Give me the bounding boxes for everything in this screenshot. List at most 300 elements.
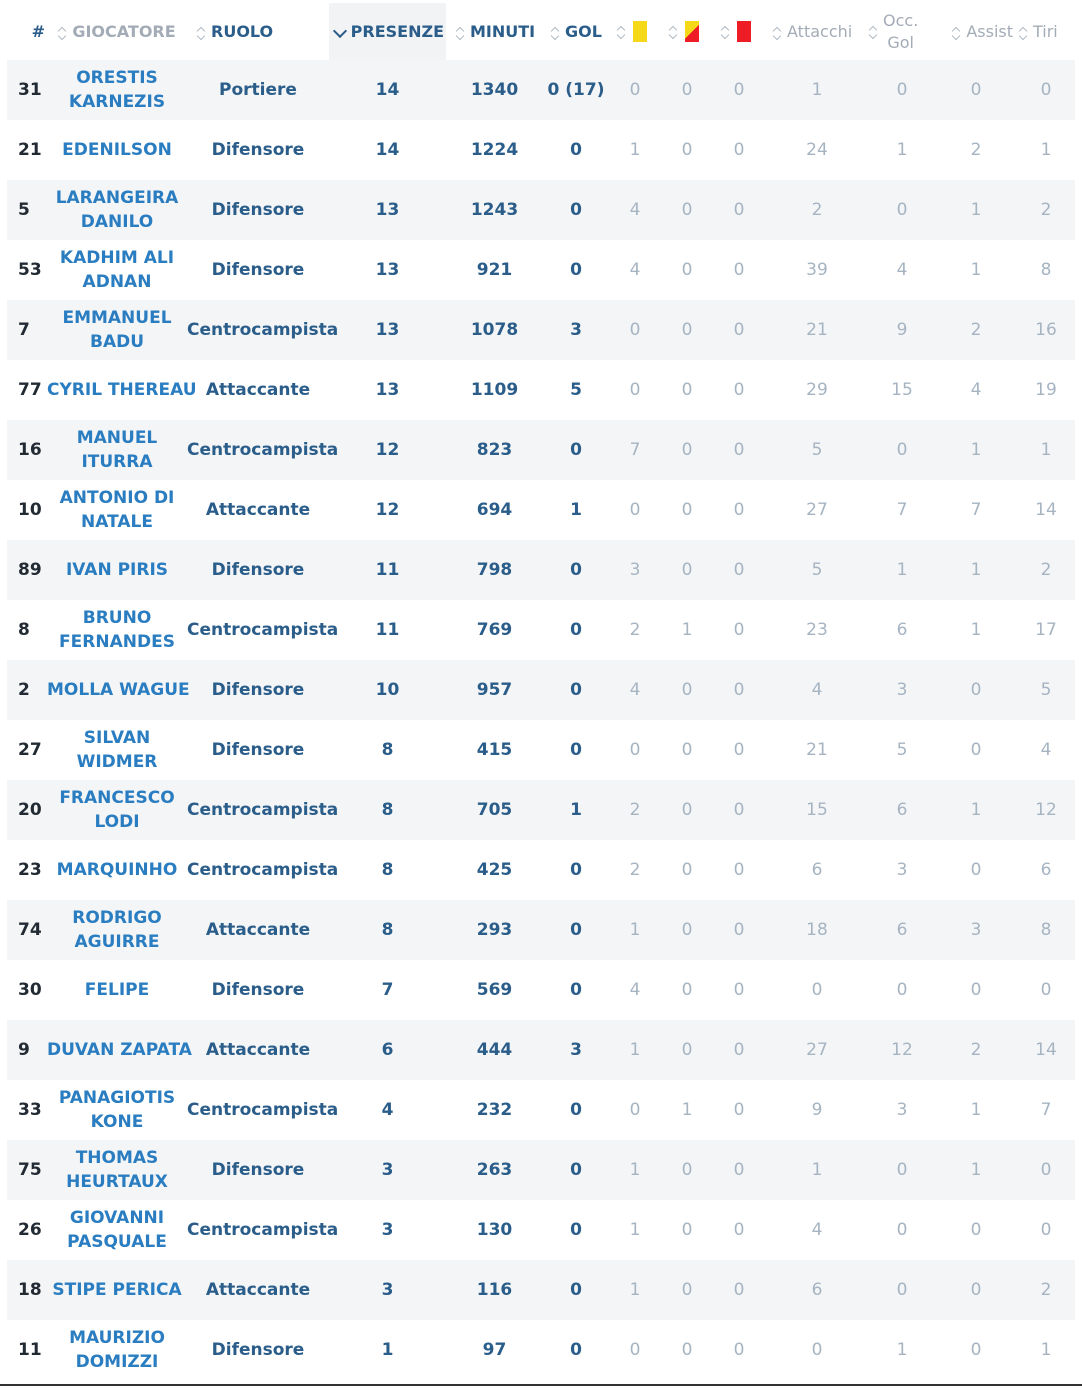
player-number: 74 (18, 920, 42, 940)
header-player[interactable] (47, 3, 187, 60)
player-assists: 0 (970, 740, 982, 760)
player-assists: 2 (970, 1040, 982, 1060)
player-yellow-cards: 0 (629, 320, 641, 340)
player-second-yellow-cards: 0 (681, 80, 693, 100)
player-chances: 3 (896, 680, 908, 700)
player-goals: 0 (570, 140, 582, 160)
table-row (7, 600, 1075, 660)
sort-icon (773, 25, 783, 41)
sort-icon (952, 25, 962, 41)
player-attacks: 29 (806, 380, 828, 400)
player-role: Difensore (211, 260, 305, 280)
player-attacks: 27 (806, 1040, 828, 1060)
player-red-cards: 0 (733, 980, 745, 1000)
header-goals-label: GOL (565, 22, 602, 41)
player-number: 23 (18, 860, 42, 880)
player-shots: 8 (1040, 920, 1052, 940)
player-assists: 0 (970, 980, 982, 1000)
player-name-link[interactable]: MANUEL ITURRA (76, 428, 158, 472)
header-appearances[interactable] (329, 3, 446, 60)
player-appearances: 3 (381, 1280, 394, 1300)
player-red-cards: 0 (733, 920, 745, 940)
player-red-cards: 0 (733, 260, 745, 280)
player-chances: 0 (896, 200, 908, 220)
player-minutes: 957 (476, 680, 513, 700)
player-minutes: 130 (476, 1220, 513, 1240)
sort-icon (869, 24, 879, 40)
player-minutes: 444 (476, 1040, 513, 1060)
player-minutes: 263 (476, 1160, 513, 1180)
player-second-yellow-cards: 0 (681, 1160, 693, 1180)
player-shots: 0 (1040, 80, 1052, 100)
player-yellow-cards: 1 (629, 920, 641, 940)
player-red-cards: 0 (733, 560, 745, 580)
player-appearances: 12 (375, 440, 400, 460)
table-row (7, 60, 1075, 120)
player-assists: 0 (970, 1280, 982, 1300)
player-red-cards: 0 (733, 1160, 745, 1180)
player-yellow-cards: 0 (629, 1340, 641, 1360)
player-yellow-cards: 1 (629, 1220, 641, 1240)
player-second-yellow-cards: 0 (681, 800, 693, 820)
player-appearances: 14 (375, 80, 400, 100)
player-minutes: 116 (476, 1280, 513, 1300)
player-name-link[interactable]: DUVAN ZAPATA (47, 1040, 192, 1060)
header-yellow-cards[interactable] (609, 3, 661, 60)
player-chances: 9 (896, 320, 908, 340)
player-attacks: 0 (811, 980, 823, 1000)
table-row (7, 480, 1075, 540)
player-minutes: 921 (476, 260, 513, 280)
player-attacks: 18 (806, 920, 828, 940)
sort-icon (197, 25, 207, 41)
player-red-cards: 0 (733, 140, 745, 160)
player-red-cards: 0 (733, 1040, 745, 1060)
player-assists: 4 (970, 380, 982, 400)
table-body (7, 60, 1075, 1380)
player-name-link[interactable]: MOLLA WAGUE (47, 680, 190, 700)
player-attacks: 21 (806, 320, 828, 340)
player-attacks: 5 (811, 560, 823, 580)
sort-icon (456, 25, 466, 41)
player-chances: 7 (896, 500, 908, 520)
header-attacks-label: Attacchi (787, 22, 853, 41)
header-goals[interactable] (543, 3, 609, 60)
player-red-cards: 0 (733, 380, 745, 400)
player-role: Attaccante (205, 920, 311, 940)
header-shots-label: Tiri (1033, 22, 1058, 41)
player-assists: 1 (970, 620, 982, 640)
player-role: Difensore (211, 560, 305, 580)
player-second-yellow-cards: 0 (681, 1220, 693, 1240)
player-role: Centrocampista (187, 320, 339, 340)
header-minutes-label: MINUTI (470, 22, 536, 41)
player-attacks: 2 (811, 200, 823, 220)
player-role: Centrocampista (187, 800, 339, 820)
header-attacks[interactable] (765, 3, 869, 60)
player-number: 11 (18, 1340, 42, 1360)
player-minutes: 415 (476, 740, 513, 760)
player-second-yellow-cards: 0 (681, 440, 693, 460)
player-chances: 15 (891, 380, 913, 400)
player-appearances: 3 (381, 1220, 394, 1240)
header-chances-line2: Gol (887, 32, 914, 52)
player-appearances: 12 (375, 500, 400, 520)
player-name-link[interactable]: ORESTIS KARNEZIS (68, 68, 166, 112)
player-second-yellow-cards: 0 (681, 560, 693, 580)
player-yellow-cards: 4 (629, 200, 641, 220)
player-red-cards: 0 (733, 1220, 745, 1240)
player-attacks: 1 (811, 1160, 823, 1180)
player-assists: 1 (970, 800, 982, 820)
player-yellow-cards: 1 (629, 1040, 641, 1060)
player-name-link[interactable]: BRUNO FERNANDES (59, 608, 175, 652)
player-assists: 3 (970, 920, 982, 940)
table-row (7, 300, 1075, 360)
player-assists: 1 (970, 260, 982, 280)
player-goals: 0 (570, 620, 582, 640)
player-yellow-cards: 4 (629, 680, 641, 700)
player-second-yellow-cards: 0 (681, 260, 693, 280)
sort-icon (1019, 25, 1029, 41)
player-role: Difensore (211, 200, 305, 220)
player-number: 33 (18, 1100, 42, 1120)
player-appearances: 13 (375, 200, 400, 220)
player-role: Difensore (211, 1160, 305, 1180)
player-chances: 4 (896, 260, 908, 280)
player-name-link[interactable]: SILVAN WIDMER (76, 728, 158, 772)
player-minutes: 1340 (470, 80, 519, 100)
player-minutes: 798 (476, 560, 513, 580)
table-bottom-border (0, 1384, 1082, 1386)
player-name-link[interactable]: MARQUINHO (56, 860, 178, 880)
player-role: Attaccante (205, 380, 311, 400)
player-chances: 1 (896, 560, 908, 580)
player-number: 31 (18, 80, 42, 100)
header-red-cards[interactable] (713, 3, 765, 60)
player-goals: 0 (570, 680, 582, 700)
player-number: 2 (18, 680, 30, 700)
table-row (7, 1140, 1075, 1200)
player-attacks: 24 (806, 140, 828, 160)
player-appearances: 13 (375, 320, 400, 340)
player-name-link[interactable]: THOMAS HEURTAUX (66, 1148, 168, 1192)
player-name-link[interactable]: ANTONIO DI NATALE (59, 488, 175, 532)
sort-icon (669, 24, 679, 40)
player-number: 21 (18, 140, 42, 160)
player-red-cards: 0 (733, 740, 745, 760)
player-role: Difensore (211, 740, 305, 760)
player-name-link[interactable]: PANAGIOTIS KONE (58, 1088, 176, 1132)
header-shots[interactable] (1017, 3, 1075, 60)
player-attacks: 23 (806, 620, 828, 640)
player-minutes: 1243 (470, 200, 519, 220)
table-row (7, 360, 1075, 420)
player-assists: 2 (970, 320, 982, 340)
table-row (7, 1260, 1075, 1320)
player-chances: 5 (896, 740, 908, 760)
player-yellow-cards: 1 (629, 1160, 641, 1180)
player-role: Attaccante (205, 1280, 311, 1300)
player-minutes: 823 (476, 440, 513, 460)
player-chances: 0 (896, 1220, 908, 1240)
player-assists: 1 (970, 1100, 982, 1120)
player-yellow-cards: 0 (629, 380, 641, 400)
player-goals: 0 (570, 740, 582, 760)
player-minutes: 705 (476, 800, 513, 820)
player-chances: 3 (896, 860, 908, 880)
player-attacks: 0 (811, 1340, 823, 1360)
sort-icon (58, 25, 68, 41)
player-second-yellow-cards: 0 (681, 1340, 693, 1360)
header-minutes[interactable] (446, 3, 543, 60)
player-goals: 0 (570, 1160, 582, 1180)
player-yellow-cards: 2 (629, 800, 641, 820)
player-name-link[interactable]: EMMANUEL BADU (62, 308, 172, 352)
player-red-cards: 0 (733, 680, 745, 700)
player-goals: 0 (570, 1340, 582, 1360)
player-minutes: 769 (476, 620, 513, 640)
player-second-yellow-cards: 0 (681, 1280, 693, 1300)
player-number: 30 (18, 980, 42, 1000)
player-shots: 0 (1040, 1220, 1052, 1240)
player-yellow-cards: 0 (629, 500, 641, 520)
player-goals: 0 (570, 260, 582, 280)
player-yellow-cards: 2 (629, 860, 641, 880)
player-name-link[interactable]: FRANCESCO LODI (59, 788, 175, 832)
player-yellow-cards: 0 (629, 1100, 641, 1120)
player-goals: 0 (570, 1100, 582, 1120)
player-second-yellow-cards: 0 (681, 320, 693, 340)
player-name-link[interactable]: CYRIL THEREAU (47, 380, 197, 400)
table-row (7, 660, 1075, 720)
player-shots: 2 (1040, 200, 1052, 220)
player-number: 20 (18, 800, 42, 820)
player-name-link[interactable]: GIOVANNI PASQUALE (67, 1208, 167, 1252)
player-shots: 16 (1035, 320, 1057, 340)
player-shots: 2 (1040, 1280, 1052, 1300)
player-second-yellow-cards: 0 (681, 380, 693, 400)
player-shots: 14 (1035, 1040, 1057, 1060)
player-chances: 12 (891, 1040, 913, 1060)
header-number-label: # (31, 22, 45, 41)
player-yellow-cards: 4 (629, 980, 641, 1000)
player-role: Attaccante (205, 1040, 311, 1060)
player-minutes: 425 (476, 860, 513, 880)
player-red-cards: 0 (733, 500, 745, 520)
player-appearances: 8 (381, 740, 394, 760)
player-shots: 19 (1035, 380, 1057, 400)
player-name-link[interactable]: FELIPE (84, 980, 150, 1000)
player-red-cards: 0 (733, 1340, 745, 1360)
player-shots: 14 (1035, 500, 1057, 520)
player-role: Centrocampista (187, 1100, 339, 1120)
player-shots: 5 (1040, 680, 1052, 700)
player-assists: 0 (970, 80, 982, 100)
table-row (7, 1200, 1075, 1260)
player-stats-table-wrapper (7, 3, 1075, 1380)
player-number: 75 (18, 1160, 42, 1180)
player-yellow-cards: 0 (629, 740, 641, 760)
player-chances: 3 (896, 1100, 908, 1120)
player-second-yellow-cards: 0 (681, 1040, 693, 1060)
player-name-link[interactable]: STIPE PERICA (52, 1280, 182, 1300)
player-number: 18 (18, 1280, 42, 1300)
player-assists: 1 (970, 1160, 982, 1180)
player-red-cards: 0 (733, 1100, 745, 1120)
red-card-icon (737, 21, 751, 42)
player-yellow-cards: 7 (629, 440, 641, 460)
player-name-link[interactable]: MAURIZIO DOMIZZI (69, 1328, 165, 1372)
player-minutes: 1078 (470, 320, 519, 340)
player-name-link[interactable]: LARANGEIRA DANILO (55, 188, 179, 232)
player-role: Portiere (219, 80, 297, 100)
player-attacks: 6 (811, 860, 823, 880)
player-red-cards: 0 (733, 800, 745, 820)
player-appearances: 4 (381, 1100, 394, 1120)
player-shots: 12 (1035, 800, 1057, 820)
player-attacks: 4 (811, 680, 823, 700)
player-number: 7 (18, 320, 30, 340)
player-chances: 0 (896, 80, 908, 100)
header-appearances-label: PRESENZE (350, 22, 444, 41)
header-chances-label (883, 10, 918, 54)
player-chances: 6 (896, 800, 908, 820)
player-yellow-cards: 2 (629, 620, 641, 640)
table-row (7, 720, 1075, 780)
player-attacks: 27 (806, 500, 828, 520)
player-chances: 6 (896, 920, 908, 940)
table-row (7, 180, 1075, 240)
player-yellow-cards: 0 (629, 80, 641, 100)
header-role-label: RUOLO (211, 22, 274, 41)
player-goals: 3 (570, 1040, 582, 1060)
player-goals: 0 (570, 1220, 582, 1240)
player-shots: 4 (1040, 740, 1052, 760)
player-red-cards: 0 (733, 440, 745, 460)
sort-icon (617, 24, 627, 40)
player-role: Centrocampista (187, 620, 339, 640)
table-row (7, 840, 1075, 900)
table-row (7, 420, 1075, 480)
header-number[interactable] (7, 3, 47, 60)
player-number: 16 (18, 440, 42, 460)
player-attacks: 39 (806, 260, 828, 280)
player-red-cards: 0 (733, 200, 745, 220)
player-yellow-cards: 1 (629, 140, 641, 160)
table-row (7, 120, 1075, 180)
player-shots: 1 (1040, 440, 1052, 460)
player-minutes: 694 (476, 500, 513, 520)
header-assists[interactable] (935, 3, 1017, 60)
player-second-yellow-cards: 0 (681, 140, 693, 160)
player-number: 77 (18, 380, 42, 400)
player-number: 27 (18, 740, 42, 760)
player-chances: 0 (896, 1160, 908, 1180)
player-attacks: 6 (811, 1280, 823, 1300)
player-shots: 0 (1040, 980, 1052, 1000)
player-name-link[interactable]: EDENILSON (62, 140, 172, 160)
player-goals: 0 (570, 560, 582, 580)
player-appearances: 13 (375, 260, 400, 280)
player-chances: 1 (896, 140, 908, 160)
player-goals: 5 (570, 380, 582, 400)
player-second-yellow-cards: 0 (681, 980, 693, 1000)
player-minutes: 1109 (470, 380, 519, 400)
player-minutes: 1224 (470, 140, 519, 160)
player-assists: 2 (970, 140, 982, 160)
header-role[interactable] (187, 3, 329, 60)
player-shots: 6 (1040, 860, 1052, 880)
player-name-link[interactable]: RODRIGO AGUIRRE (72, 908, 162, 952)
player-goals: 3 (570, 320, 582, 340)
player-number: 8 (18, 620, 30, 640)
player-appearances: 6 (381, 1040, 394, 1060)
player-number: 10 (18, 500, 42, 520)
player-goals: 0 (570, 200, 582, 220)
player-minutes: 293 (476, 920, 513, 940)
player-role: Centrocampista (187, 440, 339, 460)
player-name-link[interactable]: KADHIM ALI ADNAN (59, 248, 175, 292)
header-assists-label: Assist (966, 22, 1013, 41)
player-attacks: 21 (806, 740, 828, 760)
player-chances: 0 (896, 440, 908, 460)
player-role: Centrocampista (187, 1220, 339, 1240)
player-name-link[interactable]: IVAN PIRIS (65, 560, 169, 580)
player-shots: 1 (1040, 1340, 1052, 1360)
player-appearances: 10 (375, 680, 400, 700)
player-second-yellow-cards: 0 (681, 680, 693, 700)
player-second-yellow-cards: 0 (681, 740, 693, 760)
player-yellow-cards: 3 (629, 560, 641, 580)
player-chances: 6 (896, 620, 908, 640)
player-number: 9 (18, 1040, 30, 1060)
player-role: Difensore (211, 1340, 305, 1360)
player-stats-table (7, 3, 1075, 1380)
table-row (7, 1080, 1075, 1140)
player-attacks: 9 (811, 1100, 823, 1120)
yellow-red-card-icon (685, 21, 699, 42)
player-goals: 0 (17) (547, 80, 605, 100)
header-second-yellow-cards[interactable] (661, 3, 713, 60)
player-shots: 0 (1040, 1160, 1052, 1180)
player-goals: 1 (570, 800, 582, 820)
sort-icon (721, 24, 731, 40)
player-assists: 0 (970, 680, 982, 700)
player-attacks: 4 (811, 1220, 823, 1240)
player-goals: 1 (570, 500, 582, 520)
player-role: Difensore (211, 680, 305, 700)
player-goals: 0 (570, 920, 582, 940)
player-appearances: 11 (375, 620, 400, 640)
player-appearances: 3 (381, 1160, 394, 1180)
table-row (7, 540, 1075, 600)
player-assists: 1 (970, 560, 982, 580)
player-yellow-cards: 1 (629, 1280, 641, 1300)
player-goals: 0 (570, 440, 582, 460)
player-appearances: 1 (381, 1340, 394, 1360)
header-chances[interactable] (869, 3, 935, 60)
player-minutes: 232 (476, 1100, 513, 1120)
player-number: 26 (18, 1220, 42, 1240)
table-row (7, 900, 1075, 960)
player-assists: 0 (970, 1220, 982, 1240)
player-second-yellow-cards: 0 (681, 920, 693, 940)
player-second-yellow-cards: 1 (681, 620, 693, 640)
player-assists: 7 (970, 500, 982, 520)
player-role: Difensore (211, 140, 305, 160)
player-chances: 0 (896, 1280, 908, 1300)
